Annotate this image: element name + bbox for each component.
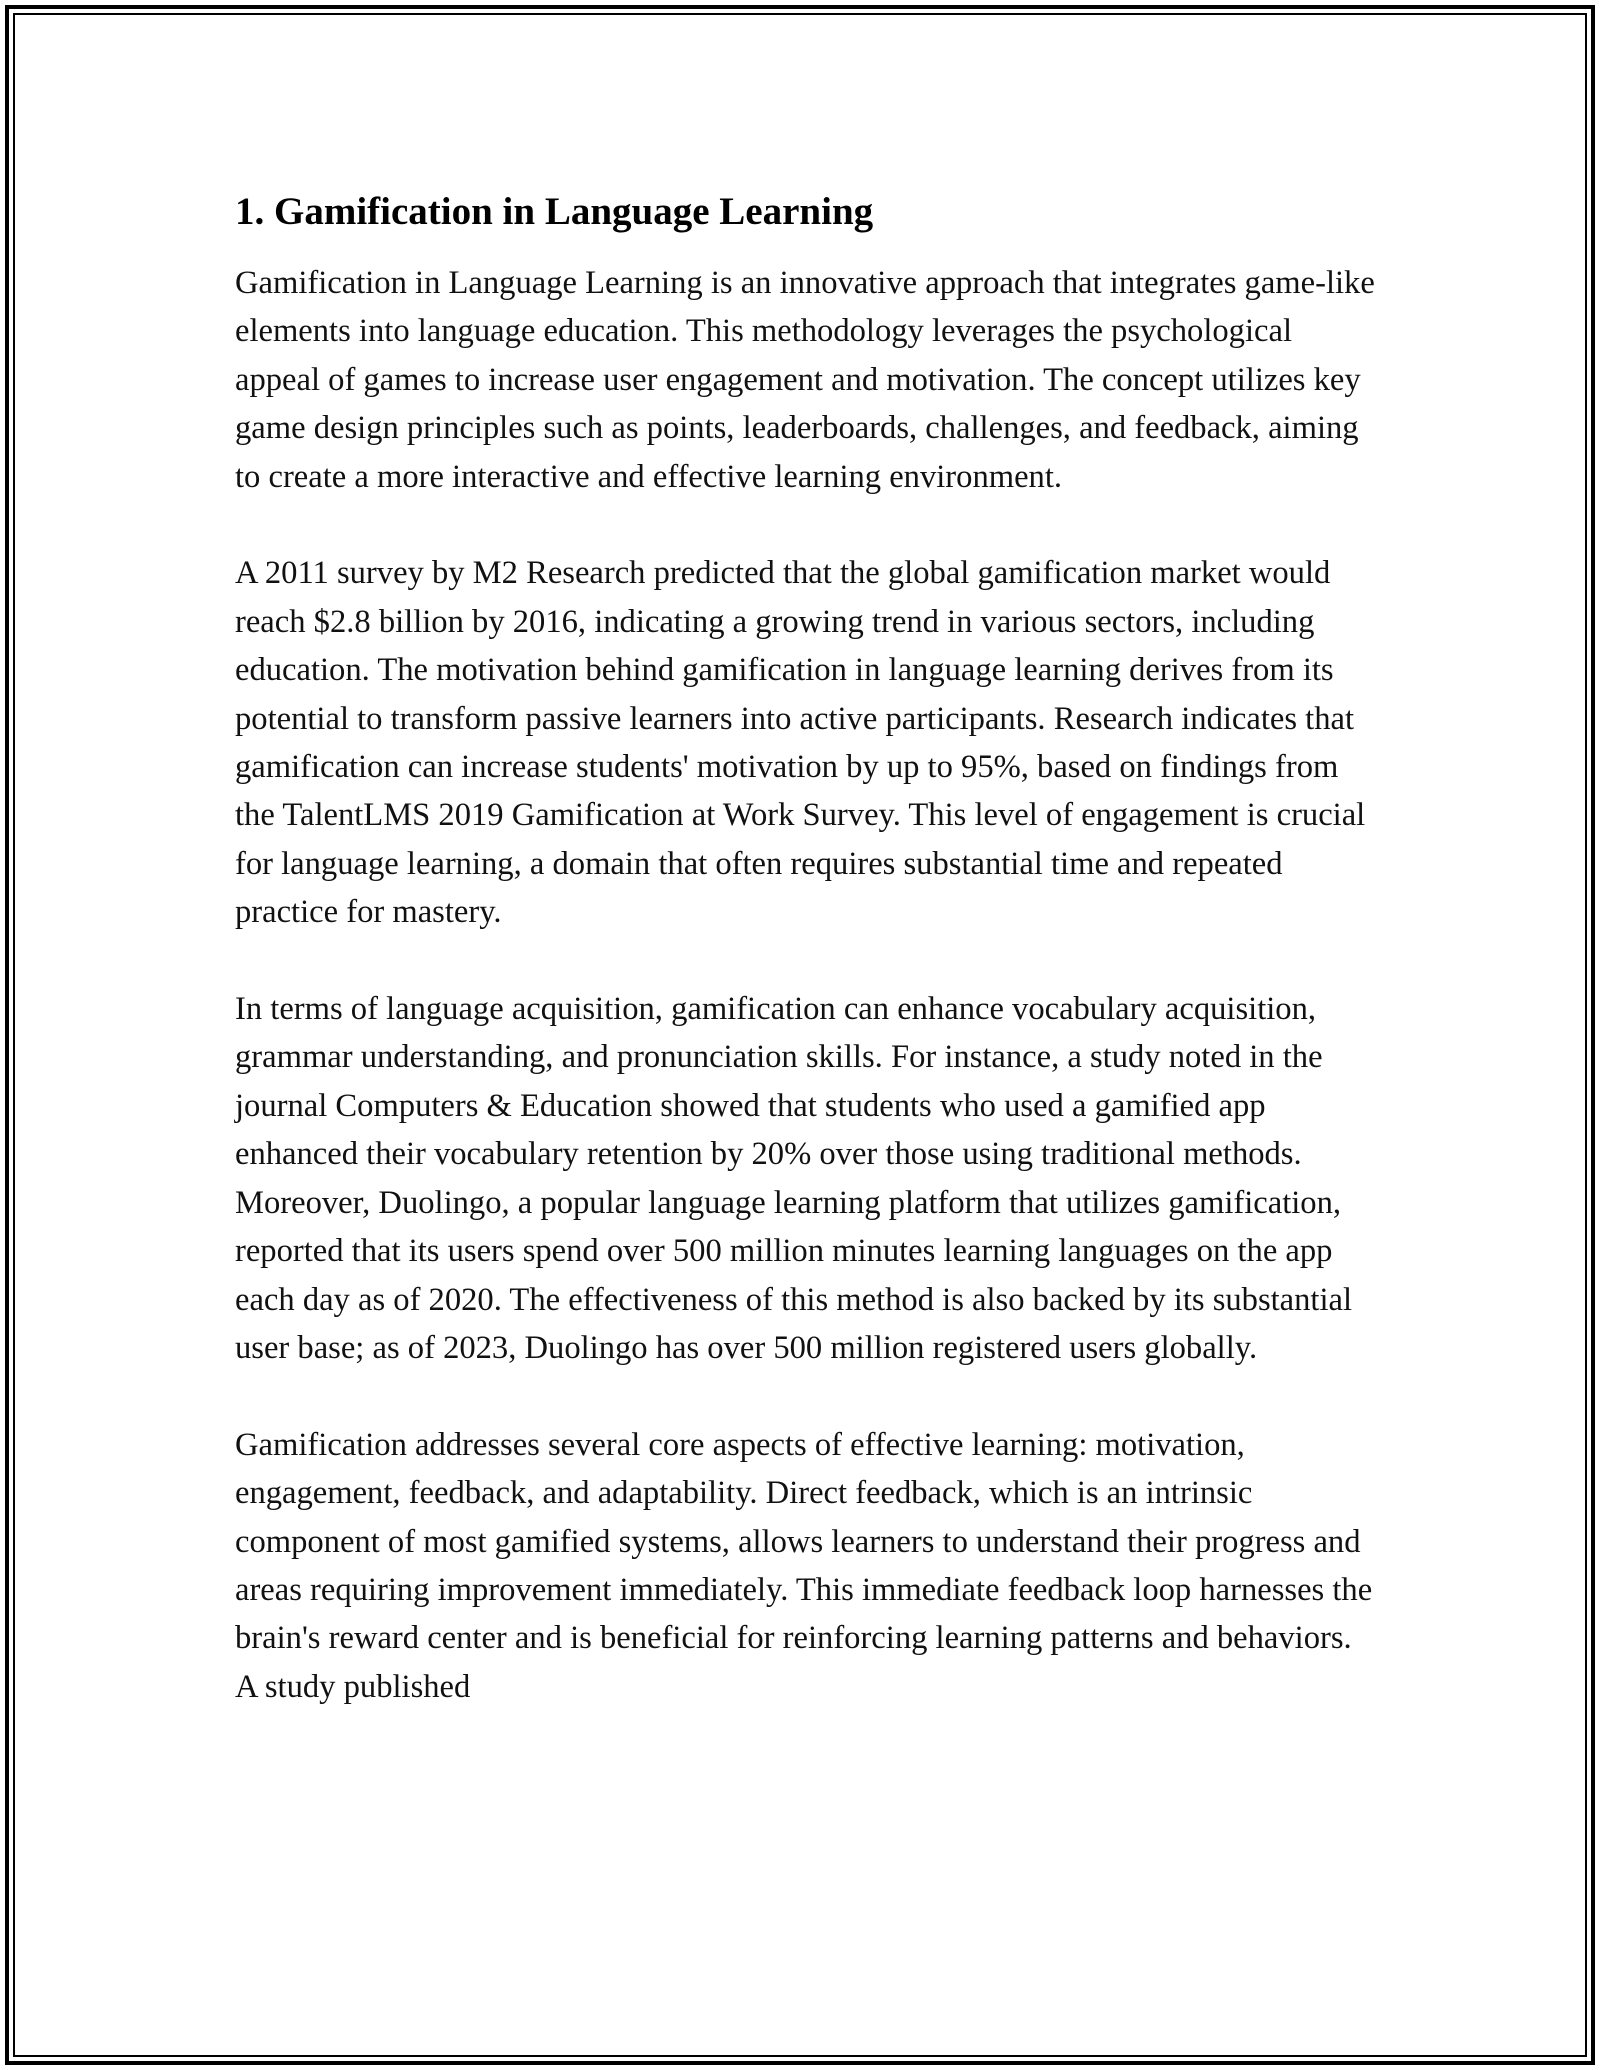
paragraph-intro: Gamification in Language Learning is an innovative approach that integrates game-like elements into language education. This methodology leverages the psychological appeal of games to increase user engagement and motivation. The concept utilizes key game design principles such as points, leaderboards, challenges, and feedback, aiming to create a more interactive and effective learning environment. — [235, 265, 1375, 495]
paragraph-language-acquisition: In terms of language acquisition, gamification can enhance vocabulary acquisition, grammar understanding, and pronunciation skills. For instance, a study noted in the journal Computers & Education showed that students who used a gamified app enhanced their vocabulary retention by 20% over those using traditional methods. Moreover, Duolingo, a popular language learning platform that utilizes gamification, reported that its users spend over 500 million minutes learning languages on the app each day as of 2020. The effectiveness of this method is also backed by its substantial user base; as of 2023, Duolingo has over 500 million registered users globally. — [235, 991, 1353, 1366]
document-body — [235, 186, 1375, 1760]
paragraph-market-survey: A 2011 survey by M2 Research predicted that the global gamification market would reach $2.8 billion by 2016, indicating a growing trend in various sectors, including education. The motivation behind gamification in language learning derives from its potential to transform passive learners into active participants. Research indicates that gamification can increase students' motivation by up to 95%, based on findings from the TalentLMS 2019 Gamification at Work Survey. This level of engagement is crucial for language learning, a domain that often requires substantial time and repeated practice for mastery. — [235, 555, 1366, 931]
section-heading: 1. Gamification in Language Learning — [235, 190, 874, 233]
paragraph-core-aspects: Gamification addresses several core aspects of effective learning: motivation, engagement, feedback, and adaptability. Direct feedback, which is an intrinsic component of most gamified systems, allows learners to understand their progress and areas requiring improvement immediately. This immediate feedback loop harnesses the brain's reward center and is beneficial for reinforcing learning patterns and behaviors. A study published — [235, 1426, 1373, 1705]
